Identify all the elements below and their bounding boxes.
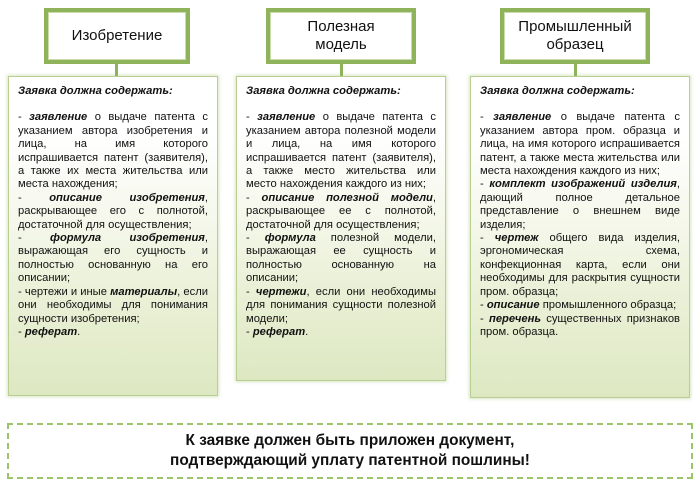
card-utility-model: [236, 76, 446, 381]
header-industrial-design: [500, 8, 650, 64]
header-utility-model-title: Полезная модель: [307, 18, 375, 53]
list-item: - чертежи, если они необходимы для понимания сущности полезной модели;: [246, 285, 436, 325]
payment-notice-banner: [7, 423, 693, 479]
list-item: - чертежи и иные материалы, если они необходимы для понимания сущности изобретения;: [18, 285, 208, 325]
connector-industrial-design: [574, 64, 577, 76]
list-item: - реферат.: [18, 325, 81, 338]
list-item: - реферат.: [246, 325, 309, 338]
list-item: - заявление о выдаче патента с указанием автора пром. образца и лица, на имя которого испрашивается патент, а также места жительства или места нахождения каждого из них;: [480, 111, 680, 178]
header-invention: [44, 8, 190, 64]
connector-utility-model: [340, 64, 343, 76]
list-item: - заявление о выдаче патента с указанием автора изобретения и лица, на имя которого испрашивается патент (заявителя), а также их места жительства или места нахождения;: [18, 111, 208, 191]
list-item: - описание изобретения, раскрывающее его с полнотой, достаточной для осуществления;: [18, 191, 208, 231]
list-item: - комплект изображений изделия, дающий полное детальное представление о внешнем виде изделия;: [480, 178, 680, 231]
list-item: - заявление о выдаче патента с указанием автора полезной модели и лица, на имя которого испрашивается патент (заявителя), а также место жительства или место нахождения каждого из них;: [246, 111, 436, 191]
card-heading: Заявка должна содержать:: [18, 85, 173, 97]
payment-notice-line-1: К заявке должен быть приложен документ,: [185, 432, 515, 449]
card-invention: [8, 76, 218, 396]
connector-invention: [115, 64, 118, 76]
header-utility-model: [266, 8, 416, 64]
list-item: - описание промышленного образца;: [480, 299, 677, 312]
list-item: - перечень существенных признаков пром. образца.: [480, 312, 680, 338]
list-item: - чертеж общего вида изделия, эргономическая схема, конфекционная карта, если они необходимы для раскрытия сущности пром. образца;: [480, 232, 680, 298]
list-item: - описание полезной модели, раскрывающее ее с полнотой, достаточной для осуществления;: [246, 191, 436, 231]
header-industrial-design-title: Промышленный образец: [518, 18, 632, 53]
payment-notice-line-2: подтверждающий уплату патентной пошлины!: [170, 452, 530, 469]
card-industrial-design: [470, 76, 690, 398]
card-heading: Заявка должна содержать:: [246, 85, 401, 97]
card-heading: Заявка должна содержать:: [480, 85, 635, 97]
header-invention-title: Изобретение: [71, 27, 163, 44]
list-item: - формула изобретения, выражающая его сущность и полностью основанную на его описании;: [18, 232, 208, 285]
list-item: - формула полезной модели, выражающая ее сущность и полностью основанную на описании;: [246, 232, 436, 285]
